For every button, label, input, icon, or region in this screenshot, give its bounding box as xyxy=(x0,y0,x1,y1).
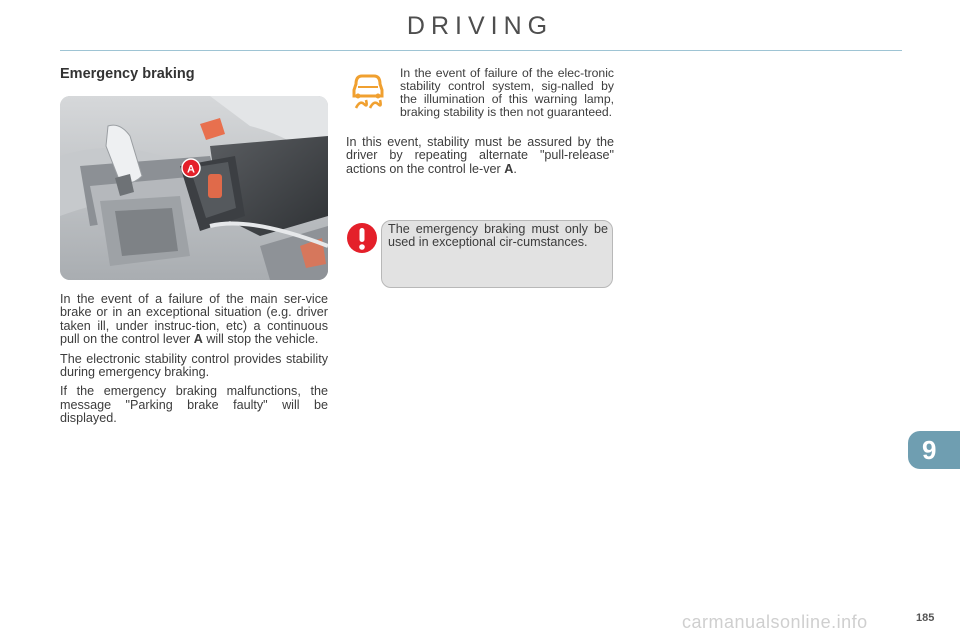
lever-ref-a: A xyxy=(193,332,203,347)
lever-callout-a: A xyxy=(187,163,195,176)
assured-stability-paragraph xyxy=(346,136,614,176)
watermark: carmanualsonline.info xyxy=(682,612,868,632)
failure-paragraph xyxy=(60,293,328,347)
header-divider xyxy=(60,50,902,51)
lever-ref-a-2: A xyxy=(504,161,514,176)
stability-control-paragraph: The electronic stability control provides stability during emergency braking. xyxy=(60,351,328,380)
page-number: 185 xyxy=(916,612,935,624)
page-header-title: DRIVING xyxy=(406,12,554,40)
malfunction-paragraph: If the emergency braking malfunctions, the message "Parking brake faulty" will be displayed. xyxy=(60,384,328,426)
esc-warning-text: In the event of failure of the elec-tronic stability control system, sig-nalled by the illumination of this warning lamp, braking stability is then not guaranteed. xyxy=(400,66,614,119)
left-column xyxy=(60,293,328,432)
failure-text-start: In the event of a failure of the main ser-vice brake or in an exceptional situation (e.g. driver taken ill, under instruc-tion, etc) a continuous pull on the control lever xyxy=(60,292,328,347)
stability-text-start: In this event, stability must be assured by the driver by repeating alternate "pull-release" actions on the control le-ver xyxy=(346,135,614,176)
stability-text-end: . xyxy=(513,161,517,176)
failure-text-end: will stop the vehicle. xyxy=(202,332,319,347)
esc-warning-lamp-icon xyxy=(346,70,390,110)
chapter-tab[interactable]: 9 xyxy=(908,431,960,469)
alert-text: The emergency braking must only be used in exceptional cir-cumstances. xyxy=(388,222,608,250)
section-title: Emergency braking xyxy=(60,66,195,82)
exclamation-icon xyxy=(346,222,378,254)
parking-brake-photo xyxy=(60,96,328,280)
